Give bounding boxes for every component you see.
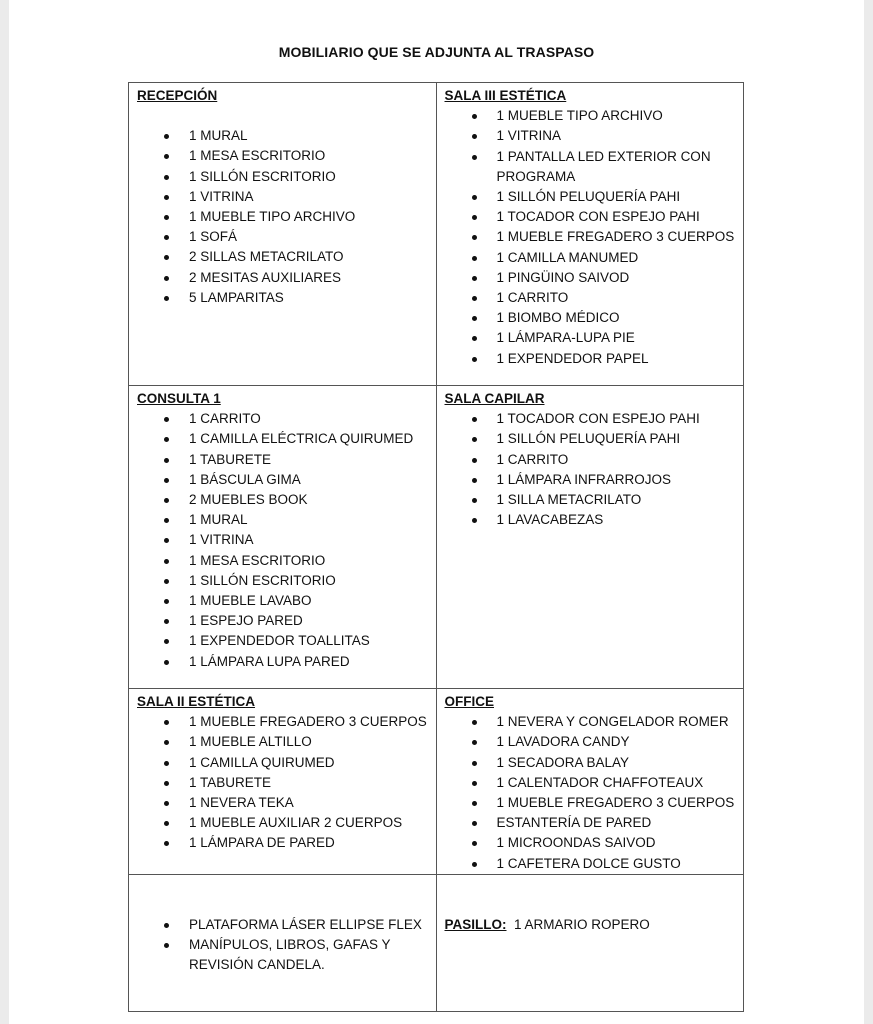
item-list [445, 106, 744, 369]
bullet-icon [472, 256, 477, 261]
list-item [189, 571, 436, 591]
bullet-icon [164, 599, 169, 604]
bullet-icon [472, 155, 477, 160]
list-item-text: 1 SILLÓN PELUQUERÍA PAHI [496, 189, 681, 205]
list-item [189, 146, 436, 166]
list-item-text: 1 SILLÓN ESCRITORIO [189, 572, 336, 588]
list-item [189, 773, 436, 793]
list-item [497, 227, 744, 247]
pasillo-item: 1 ARMARIO ROPERO [514, 916, 650, 932]
cell-title: OFFICE [444, 694, 494, 709]
list-item-text: 1 LAVADORA CANDY [496, 734, 630, 750]
list-item [497, 106, 744, 126]
bullet-icon [472, 114, 477, 119]
list-item-text: 2 MESITAS AUXILIARES [189, 269, 342, 285]
item-list [137, 712, 436, 853]
list-item [189, 207, 436, 227]
bullet-icon [164, 255, 169, 260]
list-item [189, 753, 436, 773]
list-item [189, 268, 436, 288]
list-item-text: 1 NEVERA TEKA [189, 795, 294, 811]
bullet-icon [472, 417, 477, 422]
list-item [497, 147, 744, 187]
bullet-icon [472, 357, 477, 362]
list-item-text: 1 SOFÁ [189, 229, 238, 245]
bullet-icon [164, 518, 169, 523]
list-item-text: 1 CARRITO [189, 411, 261, 427]
bullet-icon [472, 437, 477, 442]
list-item-text: 1 CARRITO [496, 290, 569, 306]
list-item [189, 490, 436, 510]
list-item [497, 732, 744, 752]
list-item [189, 126, 436, 146]
list-item-text: 1 VITRINA [496, 128, 562, 144]
list-item [189, 712, 436, 732]
cell-title: SALA II ESTÉTICA [137, 694, 256, 709]
list-item-text: 1 MURAL [189, 512, 248, 528]
list-item [189, 631, 436, 651]
cell-consulta-1 [129, 386, 437, 689]
bullet-icon [164, 579, 169, 584]
cell-sala-capilar [436, 386, 744, 689]
list-item [189, 470, 436, 490]
bullet-icon [472, 134, 477, 139]
cell-title: SALA CAPILAR [444, 391, 545, 406]
bullet-icon [164, 134, 169, 139]
list-item [189, 187, 436, 207]
list-item-text: 1 PANTALLA LED EXTERIOR CON PROGRAMA [496, 148, 711, 184]
bullet-icon [164, 215, 169, 220]
list-item-text: 1 MESA ESCRITORIO [189, 148, 326, 164]
bullet-icon [472, 862, 477, 867]
bullet-icon [164, 417, 169, 422]
list-item [497, 187, 744, 207]
list-item [189, 551, 436, 571]
list-item-text: 1 SECADORA BALAY [496, 754, 630, 770]
document-title: MOBILIARIO QUE SE ADJUNTA AL TRASPASO [278, 44, 595, 60]
list-item [497, 753, 744, 773]
bullet-icon [472, 296, 477, 301]
list-item-text: 1 TOCADOR CON ESPEJO PAHI [496, 209, 700, 225]
list-item-text: 1 MUEBLE ALTILLO [189, 734, 312, 750]
list-item-text: 1 MURAL [189, 128, 248, 144]
list-item-text: PLATAFORMA LÁSER ELLIPSE FLEX [189, 916, 422, 932]
table-row [129, 83, 744, 386]
bullet-icon [164, 276, 169, 281]
list-item-text: 1 VITRINA [189, 188, 254, 204]
bullet-icon [164, 195, 169, 200]
list-item-text: 1 SILLÓN ESCRITORIO [189, 168, 336, 184]
list-item-text: 1 CAMILLA ELÉCTRICA QUIRUMED [189, 431, 414, 447]
list-item [189, 510, 436, 530]
bullet-icon [472, 740, 477, 745]
list-item [189, 813, 436, 833]
bullet-icon [472, 316, 477, 321]
bullet-icon [472, 821, 477, 826]
cell-sala-ii-estetica [129, 689, 437, 875]
list-item [189, 247, 436, 267]
cell-title: RECEPCIÓN [137, 88, 218, 103]
list-item-text: 2 MUEBLES BOOK [189, 492, 308, 508]
list-item [497, 793, 744, 813]
list-item [497, 773, 744, 793]
bullet-icon [164, 296, 169, 301]
list-item [497, 409, 744, 429]
bullet-icon [164, 943, 169, 948]
list-item-text: 1 SILLÓN PELUQUERÍA PAHI [496, 431, 681, 447]
list-item [497, 248, 744, 268]
bullet-icon [472, 478, 477, 483]
bullet-icon [472, 195, 477, 200]
bullet-icon [164, 154, 169, 159]
list-item-text: 1 MUEBLE TIPO ARCHIVO [189, 209, 356, 225]
list-item-text: 1 LÁMPARA-LUPA PIE [496, 330, 635, 346]
bullet-icon [472, 276, 477, 281]
list-item-text: 1 VITRINA [189, 532, 254, 548]
list-item-text: 1 CAMILLA MANUMED [496, 249, 639, 265]
list-item-text: 1 TABURETE [189, 774, 272, 790]
list-item [189, 409, 436, 429]
bullet-icon [472, 336, 477, 341]
bullet-icon [164, 559, 169, 564]
cell-title: PASILLO: [444, 916, 507, 932]
list-item-text: 5 LAMPARITAS [189, 289, 284, 305]
list-item [497, 510, 744, 530]
list-item-text: MANÍPULOS, LIBROS, GAFAS Y REVISIÓN CANDELA. [189, 937, 391, 973]
bullet-icon [164, 821, 169, 826]
bullet-icon [164, 437, 169, 442]
cell-office [436, 689, 744, 875]
list-item [497, 490, 744, 510]
list-item-text: 1 TOCADOR CON ESPEJO PAHI [496, 411, 700, 427]
bullet-icon [164, 720, 169, 725]
bullet-icon [164, 478, 169, 483]
list-item [497, 308, 744, 328]
bullet-icon [164, 923, 169, 928]
bullet-icon [472, 498, 477, 503]
bullet-icon [164, 538, 169, 543]
list-item-text: 2 SILLAS METACRILATO [189, 249, 344, 265]
bullet-icon [472, 801, 477, 806]
list-item [497, 813, 744, 833]
bullet-icon [472, 518, 477, 523]
cell-recepcion [129, 83, 437, 386]
list-item [189, 429, 436, 449]
list-item-text: 1 CALENTADOR CHAFFOTEAUX [496, 774, 704, 790]
list-item [189, 611, 436, 631]
list-item-text: 1 CARRITO [496, 451, 569, 467]
list-item [189, 652, 436, 672]
item-list [137, 915, 436, 976]
list-item [497, 854, 744, 874]
bullet-icon [164, 175, 169, 180]
list-item [497, 288, 744, 308]
list-item [497, 450, 744, 470]
cell-sala-iii-estetica [436, 83, 744, 386]
bullet-icon [164, 639, 169, 644]
list-item-text: 1 LAVACABEZAS [496, 512, 604, 528]
list-item [189, 732, 436, 752]
list-item-text: 1 EXPENDEDOR TOALLITAS [189, 633, 370, 649]
list-item-text: 1 MESA ESCRITORIO [189, 552, 326, 568]
bullet-icon [472, 781, 477, 786]
list-item [189, 227, 436, 247]
list-item [497, 470, 744, 490]
list-item [189, 591, 436, 611]
table-row [129, 689, 744, 875]
bullet-icon [472, 841, 477, 846]
bullet-icon [164, 781, 169, 786]
list-item-text: 1 LÁMPARA LUPA PARED [189, 653, 350, 669]
list-item [189, 530, 436, 550]
cell-equipment [129, 874, 437, 1011]
list-item [189, 833, 436, 853]
item-list [445, 409, 744, 530]
bullet-icon [472, 458, 477, 463]
cell-title: CONSULTA 1 [137, 391, 221, 406]
bullet-icon [164, 458, 169, 463]
list-item [189, 915, 436, 935]
list-item-text: 1 TABURETE [189, 451, 272, 467]
bullet-icon [164, 841, 169, 846]
list-item-text: 1 SILLA METACRILATO [496, 492, 642, 508]
bullet-icon [164, 660, 169, 665]
bullet-icon [472, 215, 477, 220]
list-item [497, 207, 744, 227]
list-item [189, 288, 436, 308]
item-list [137, 126, 436, 308]
list-item-text: 1 CAFETERA DOLCE GUSTO [496, 855, 681, 871]
list-item [189, 450, 436, 470]
furniture-table [128, 82, 744, 1012]
list-item-text: 1 BÁSCULA GIMA [189, 471, 301, 487]
list-item-text: 1 ESPEJO PARED [189, 613, 303, 629]
list-item [497, 268, 744, 288]
list-item-text: 1 LÁMPARA INFRARROJOS [496, 471, 672, 487]
bullet-icon [472, 235, 477, 240]
table-row [129, 386, 744, 689]
bullet-icon [164, 801, 169, 806]
list-item [189, 793, 436, 813]
list-item-text: ESTANTERÍA DE PARED [496, 815, 652, 831]
list-item [497, 429, 744, 449]
list-item-text: 1 MUEBLE FREGADERO 3 CUERPOS [496, 795, 735, 811]
bullet-icon [164, 498, 169, 503]
item-list [137, 409, 436, 672]
list-item [189, 935, 436, 975]
list-item-text: 1 LÁMPARA DE PARED [189, 835, 335, 851]
bullet-icon [472, 761, 477, 766]
list-item [497, 833, 744, 853]
list-item-text: 1 NEVERA Y CONGELADOR ROMER [496, 714, 729, 730]
list-item [497, 349, 744, 369]
list-item-text: 1 MUEBLE FREGADERO 3 CUERPOS [189, 714, 427, 730]
bullet-icon [164, 619, 169, 624]
list-item-text: 1 MUEBLE FREGADERO 3 CUERPOS [496, 229, 735, 245]
cell-title: SALA III ESTÉTICA [444, 88, 567, 103]
spacer [137, 106, 436, 126]
list-item-text: 1 EXPENDEDOR PAPEL [496, 350, 649, 366]
bullet-icon [472, 720, 477, 725]
cell-pasillo [436, 874, 744, 1011]
list-item-text: 1 CAMILLA QUIRUMED [189, 754, 335, 770]
bullet-icon [164, 761, 169, 766]
list-item [189, 167, 436, 187]
table-row [129, 874, 744, 1011]
list-item [497, 328, 744, 348]
list-item-text: 1 BIOMBO MÉDICO [496, 310, 620, 326]
list-item-text: 1 MUEBLE LAVABO [189, 593, 312, 609]
bullet-icon [164, 740, 169, 745]
list-item [497, 126, 744, 146]
list-item-text: 1 MICROONDAS SAIVOD [496, 835, 656, 851]
list-item [497, 712, 744, 732]
bullet-icon [164, 235, 169, 240]
list-item-text: 1 MUEBLE AUXILIAR 2 CUERPOS [189, 815, 403, 831]
item-list [445, 712, 744, 874]
list-item-text: 1 MUEBLE TIPO ARCHIVO [496, 108, 663, 124]
list-item-text: 1 PINGÜINO SAIVOD [496, 269, 630, 285]
